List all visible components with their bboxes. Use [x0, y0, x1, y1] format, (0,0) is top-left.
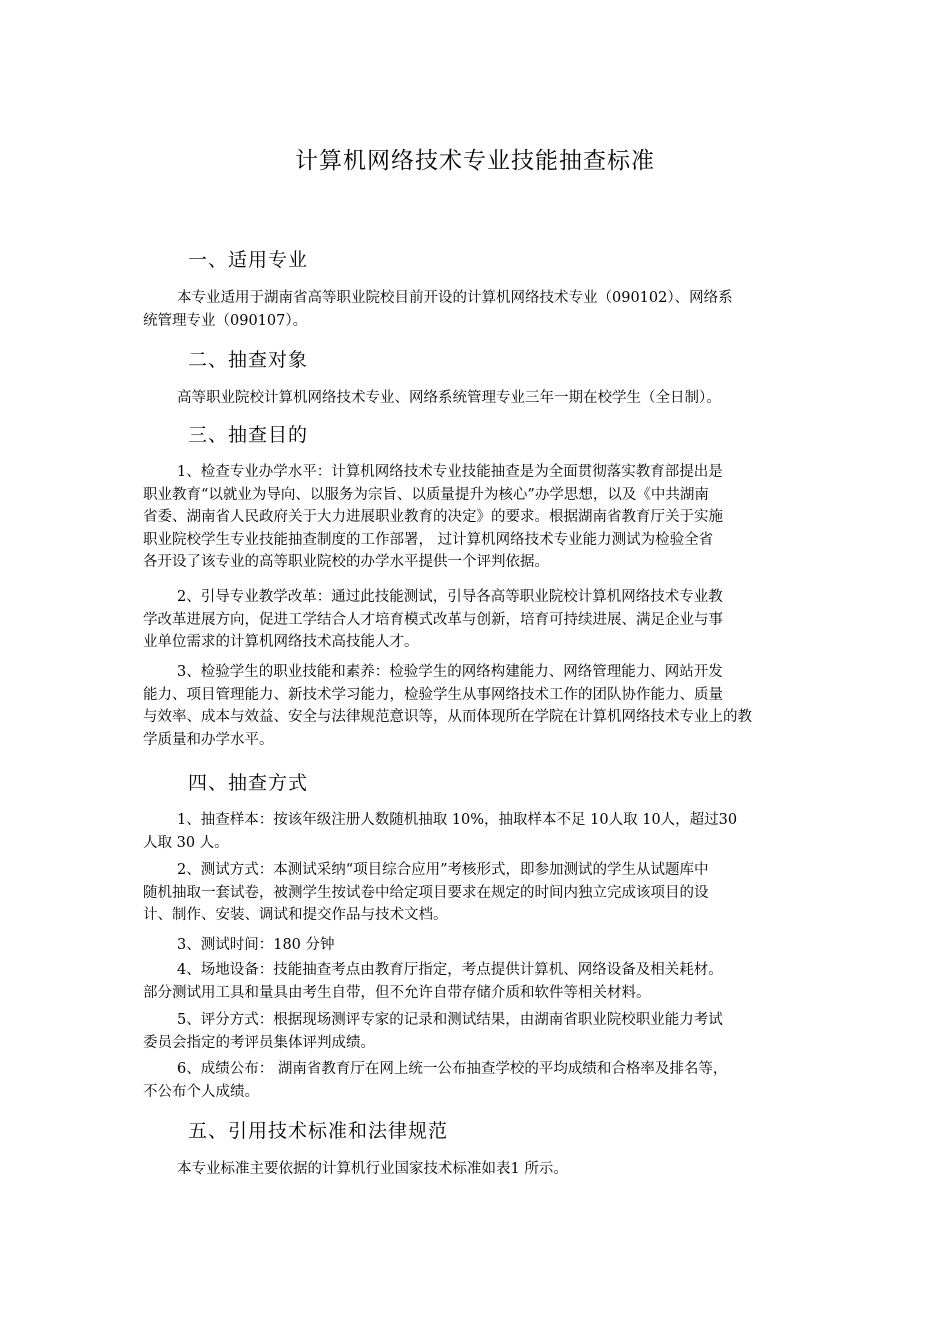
paragraph	[143, 287, 853, 332]
paragraph-line: 4、场地设备：技能抽查考点由教育厅指定，考点提供计算机、网络设备及相关耗材。	[177, 962, 723, 978]
paragraph-line: 职业教育“以就业为导向、以服务为宗旨、以质量提升为核心”办学思想，以及《中共湖南	[143, 486, 709, 503]
paragraph-line: 省委、湖南省人民政府关于大力进展职业教育的决定》的要求。根据湖南省教育厅关于实施	[143, 509, 723, 525]
section-heading-target-students: 二、抽查对象	[188, 349, 309, 371]
paragraph	[143, 1058, 853, 1103]
paragraph	[143, 959, 853, 1004]
paragraph-line: 3、检验学生的职业技能和素养：检验学生的网络构建能力、网络管理能力、网站开发	[177, 664, 723, 680]
paragraph-line: 1、检查专业办学水平：计算机网络技术专业技能抽查是为全面贯彻落实教育部提出是	[177, 464, 723, 480]
paragraph-line: 各开设了该专业的高等职业院校的办学水平提供一个评判依据。	[143, 554, 549, 570]
section-heading-applicable-majors: 一、适用专业	[188, 249, 309, 271]
paragraph	[143, 859, 853, 927]
paragraph-line: 2、测试方式：本测试采纳“项目综合应用”考核形式，即参加测试的学生从试题库中	[177, 862, 709, 878]
paragraph	[143, 586, 853, 654]
paragraph	[143, 1158, 853, 1181]
paragraph-line: 计、制作、安装、调试和提交作品与技术文档。	[143, 907, 448, 923]
paragraph-line: 3、测试时间：180 分钟	[177, 937, 335, 953]
paragraph	[143, 387, 853, 410]
paragraph-line: 委员会指定的考评员集体评判成绩。	[143, 1034, 375, 1051]
paragraph-line: 本专业适用于湖南省高等职业院校目前开设的计算机网络技术专业（090102）、网络系	[177, 290, 733, 306]
paragraph	[143, 934, 853, 957]
paragraph	[143, 461, 853, 574]
paragraph-line: 职业院校学生专业技能抽查制度的工作部署， 过计算机网络技术专业能力测试为检验全省	[143, 531, 714, 548]
paragraph-line: 2、引导专业教学改革：通过此技能测试，引导各高等职业院校计算机网络技术专业教	[177, 589, 723, 605]
section-heading-method: 四、抽查方式	[188, 772, 309, 794]
paragraph-line: 人取 30 人。	[143, 834, 229, 851]
paragraph-line: 能力、项目管理能力、新技术学习能力，检验学生从事网络技术工作的团队协作能力、质量	[143, 686, 723, 703]
paragraph-line: 统管理专业（090107）。	[143, 312, 308, 329]
paragraph-line: 部分测试用工具和量具由考生自带，但不允许自带存储介质和软件等相关材料。	[143, 984, 651, 1001]
paragraph-line: 本专业标准主要依据的计算机行业国家技术标准如表1 所示。	[177, 1161, 568, 1177]
paragraph-line: 学质量和办学水平。	[143, 731, 274, 748]
paragraph	[143, 1009, 853, 1054]
paragraph-line: 5、评分方式：根据现场测评专家的记录和测试结果，由湖南省职业院校职业能力考试	[177, 1012, 723, 1028]
paragraph-line: 随机抽取一套试卷，被测学生按试卷中给定项目要求在规定的时间内独立完成该项目的设	[143, 884, 709, 901]
paragraph	[143, 661, 853, 751]
paragraph-line: 与效率、成本与效益、安全与法律规范意识等，从而体现所在学院在计算机网络技术专业上的教	[143, 709, 752, 725]
section-heading-standards: 五、引用技术标准和法律规范	[188, 1120, 449, 1142]
paragraph-line: 业单位需求的计算机网络技术高技能人才。	[143, 634, 419, 650]
paragraph-line: 不公布个人成绩。	[143, 1083, 259, 1100]
document-title: 计算机网络技术专业技能抽查标准	[295, 148, 655, 174]
paragraph	[143, 809, 853, 854]
paragraph-line: 1、抽查样本：按该年级注册人数随机抽取 10%，抽取样本不足 10人取 10人，超过30	[177, 812, 738, 828]
section-heading-purpose: 三、抽查目的	[188, 424, 309, 446]
paragraph-line: 6、成绩公布： 湖南省教育厅在网上统一公布抽查学校的平均成绩和合格率及排名等，	[177, 1061, 728, 1077]
paragraph-line: 学改革进展方向，促进工学结合人才培育模式改革与创新，培育可持续进展、满足企业与事	[143, 611, 723, 628]
paragraph-line: 高等职业院校计算机网络技术专业、网络系统管理专业三年一期在校学生（全日制）。	[177, 390, 721, 406]
